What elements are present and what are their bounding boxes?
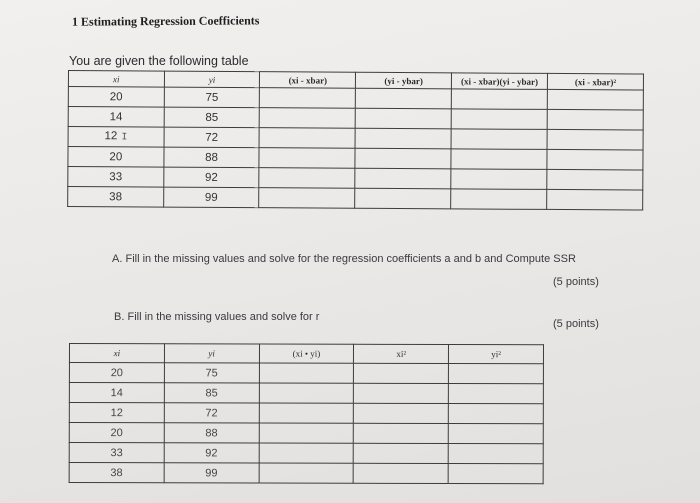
intro-text: You are given the following table	[69, 54, 249, 68]
cell-xi: 14	[69, 383, 164, 403]
cell-empty[interactable]	[354, 383, 449, 403]
cell-empty[interactable]	[356, 88, 452, 109]
cell-empty[interactable]	[354, 443, 449, 463]
cell-empty[interactable]	[355, 188, 451, 209]
cell-yi: 72	[164, 403, 259, 423]
cell-xi: 20	[69, 423, 164, 443]
question-a-text: Fill in the missing values and solve for the regression coefficients a and b and Compute SSR	[125, 253, 576, 265]
cell-xi: 33	[68, 167, 164, 188]
question-b-label: B.	[114, 311, 125, 323]
cell-xi: 12	[69, 403, 164, 423]
cell-yi: 75	[164, 87, 260, 108]
cell-empty[interactable]	[448, 443, 543, 463]
cell-empty[interactable]	[259, 188, 355, 209]
table-header-row	[69, 344, 543, 364]
cell-empty[interactable]	[354, 363, 449, 383]
cell-empty[interactable]	[451, 129, 547, 150]
cell-xi	[68, 127, 164, 148]
question-a-label: A.	[112, 253, 123, 265]
cell-xi-value: 12	[104, 130, 118, 143]
regression-table	[67, 70, 644, 211]
header-y-squared: yi²	[449, 344, 544, 363]
cell-empty[interactable]	[449, 363, 544, 383]
cell-xi: 20	[68, 87, 164, 108]
cell-empty[interactable]	[355, 168, 451, 189]
cell-yi: 99	[163, 187, 259, 208]
table-row	[69, 403, 543, 424]
table-row	[69, 383, 543, 404]
cell-empty[interactable]	[259, 383, 354, 403]
table-row	[69, 363, 543, 384]
question-a-points: (5 points)	[553, 276, 599, 288]
cell-empty[interactable]	[547, 89, 643, 110]
cell-xi: 20	[68, 147, 164, 168]
text-cursor-icon: I	[121, 132, 128, 144]
cell-yi: 85	[164, 383, 259, 403]
table-row	[69, 443, 543, 464]
cell-empty[interactable]	[448, 403, 543, 423]
cell-empty[interactable]	[355, 148, 451, 169]
header-xy-dev-product: (xi - xbar)(yi - ybar)	[452, 73, 548, 90]
cell-yi: 85	[164, 107, 260, 128]
cell-empty[interactable]	[259, 423, 354, 443]
section-heading: 1 Estimating Regression Coefficients	[71, 13, 260, 29]
cell-xi: 38	[69, 463, 164, 483]
cell-yi: 72	[164, 127, 260, 148]
cell-empty[interactable]	[449, 383, 544, 403]
cell-empty[interactable]	[547, 109, 643, 130]
header-yi: yi	[164, 71, 260, 88]
header-x-dev: (xi - xbar)	[260, 72, 356, 89]
cell-empty[interactable]	[355, 108, 451, 129]
cell-empty[interactable]	[448, 463, 543, 483]
cell-empty[interactable]	[354, 423, 449, 443]
cell-empty[interactable]	[448, 423, 543, 443]
cell-empty[interactable]	[451, 109, 547, 130]
cell-empty[interactable]	[547, 149, 643, 170]
header-x-dev-squared: (xi - xbar)²	[547, 73, 643, 90]
cell-empty[interactable]	[451, 169, 547, 190]
table-row	[68, 187, 643, 211]
cell-empty[interactable]	[451, 189, 547, 210]
correlation-table	[69, 343, 544, 484]
cell-empty[interactable]	[451, 149, 547, 170]
cell-empty[interactable]	[259, 363, 354, 383]
cell-empty[interactable]	[259, 463, 354, 483]
cell-empty[interactable]	[259, 148, 355, 169]
cell-empty[interactable]	[259, 443, 354, 463]
question-b-points: (5 points)	[553, 318, 599, 330]
cell-yi: 99	[164, 463, 259, 483]
cell-yi: 88	[164, 423, 259, 443]
cell-xi: 38	[68, 187, 164, 208]
cell-empty[interactable]	[260, 108, 356, 129]
cell-yi: 92	[164, 167, 260, 188]
cell-yi: 75	[164, 363, 259, 383]
question-b	[114, 311, 319, 323]
cell-yi: 88	[164, 147, 260, 168]
cell-empty[interactable]	[354, 463, 449, 483]
cell-xi: 33	[69, 443, 164, 463]
cell-empty[interactable]	[547, 189, 643, 210]
question-b-text: Fill in the missing values and solve for r	[127, 311, 320, 323]
table-row	[69, 463, 543, 484]
table-row	[69, 423, 543, 444]
header-x-squared: xi²	[354, 344, 449, 363]
cell-yi: 92	[164, 443, 259, 463]
cell-empty[interactable]	[260, 88, 356, 109]
header-xi: xi	[68, 71, 164, 88]
header-yi: yi	[164, 344, 259, 363]
header-y-dev: (yi - ybar)	[356, 72, 452, 89]
cell-empty[interactable]	[547, 129, 643, 150]
cell-empty[interactable]	[547, 169, 643, 190]
cell-empty[interactable]	[354, 403, 449, 423]
header-xy-product: (xi • yi)	[259, 344, 354, 363]
question-a	[112, 252, 632, 267]
cell-empty[interactable]	[451, 89, 547, 110]
header-xi: xi	[69, 344, 164, 363]
cell-empty[interactable]	[259, 403, 354, 423]
cell-empty[interactable]	[259, 128, 355, 149]
cell-xi: 14	[68, 107, 164, 128]
cell-empty[interactable]	[355, 128, 451, 149]
cell-xi: 20	[69, 363, 164, 383]
cell-empty[interactable]	[259, 168, 355, 189]
